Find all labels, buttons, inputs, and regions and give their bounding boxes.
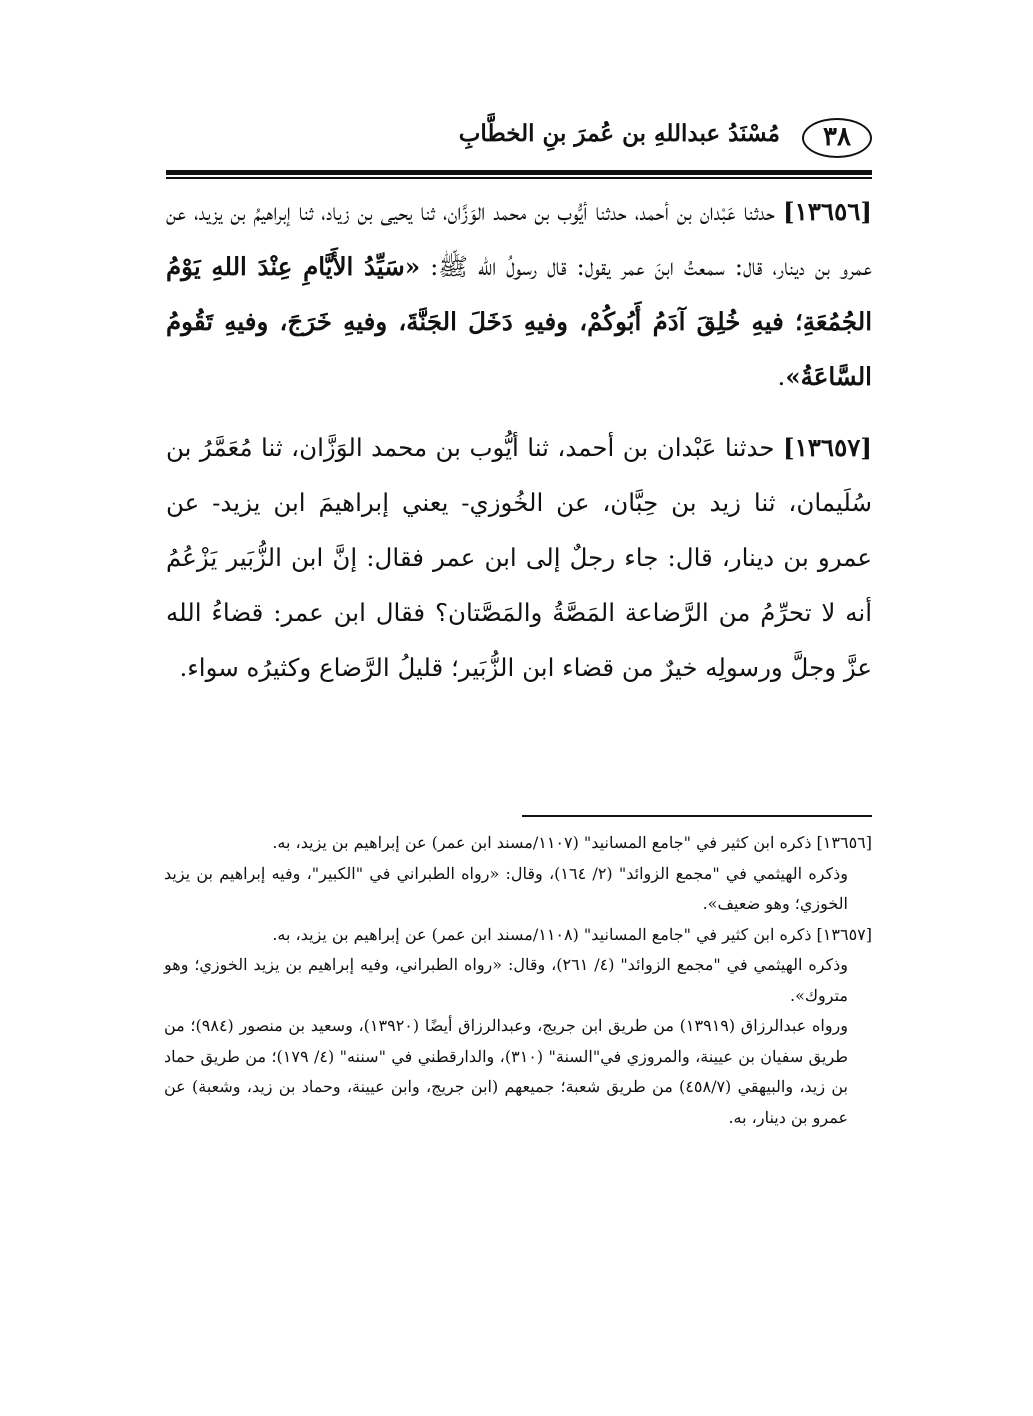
- hadith-matn: «سَيِّدُ الأَيَّامِ عِنْدَ اللهِ يَوْمُ الجُمُعَةِ؛ فيهِ خُلِقَ آدَمُ أَبُوكُمْ، وفيهِ دَخَلَ الجَنَّةَ، وفيهِ خَرَجَ، وفيهِ تَقُومُ السَّاعَةُ»: [166, 252, 872, 391]
- footnote-text: ذكره ابن كثير في "جامع المسانيد" (١١٠٨/مسند ابن عمر) عن إبراهيم بن يزيد، به.: [272, 924, 817, 944]
- header-rule-thick: [166, 170, 872, 175]
- footnote-number: [١٣٦٥٧]: [816, 924, 872, 944]
- hadith-text: حدثنا عَبْدان بن أحمد، ثنا أيُّوب بن محمد الوَزَّان، ثنا مُعَمَّرُ بن سُلَيمان، ثنا زيد بن حِبَّان، عن الخُوزي- يعني إبراهيمَ ابن يزيد- عن عمرو بن دينار، قال: جاء رجلٌ إلى ابن عمر فقال: إنَّ ابن الزُّبَير يَزْعُمُ أنه لا تحرِّمُ من الرَّضاعة المَصَّةُ والمَصَّتان؟ فقال ابن عمر: قضاءُ الله عزَّ وجلَّ ورسولِه خيرٌ من قضاء ابن الزُّبَير؛ قليلُ الرَّضاع وكثيرُه سواء.: [166, 433, 872, 682]
- main-text: [166, 184, 872, 695]
- hadith-paragraph-13657: [166, 420, 872, 695]
- page-number: ٣٨: [823, 122, 851, 152]
- footnote: [164, 920, 872, 951]
- footnote-number: [١٣٦٥٦]: [816, 833, 872, 852]
- footnote: وذكره الهيثمي في "مجمع الزوائد" (٤/ ٢٦١)، وقال: «رواه الطبراني، وفيه إبراهيم بن يزيد الخوزي؛ وهو متروك».: [164, 955, 849, 1005]
- header-rule-thin: [166, 177, 872, 179]
- hadith-paragraph-13656: [166, 184, 872, 404]
- page-header: [166, 108, 872, 168]
- isnad-text: حدثنا عَبْدان بن أحمد، حدثنا أيُّوب بن محمد الوَزَّان، ثنا يحيى بن زياد، ثنا إبراهيمُ بن يزيد، عن عمرو بن دينار، قال: سمعتُ ابنَ عمر يقول: قال رسولُ الله ﷺ:: [166, 197, 873, 281]
- page-number-badge: [802, 118, 872, 158]
- hadith-number: [١٣٦٥٧]: [783, 433, 872, 462]
- running-title: مُسْنَدُ عبداللهِ بن عُمرَ بنِ الخطَّابِ: [458, 120, 780, 147]
- footnotes: [164, 828, 872, 1133]
- footnote: [164, 828, 872, 859]
- footnote-text: ذكره ابن كثير في "جامع المسانيد" (١١٠٧/مسند ابن عمر) عن إبراهيم بن يزيد، به.: [272, 833, 817, 852]
- footnote: ورواه عبدالرزاق (١٣٩١٩) من طريق ابن جريج، وعبدالرزاق أيضًا (١٣٩٢٠)، وسعيد بن منصور (٩٨٤)؛ من طريق سفيان بن عيينة، والمروزي في"السنة" (٣١٠)، والدارقطني في "سننه" (٤/ ١٧٩)؛ من طريق حماد بن زيد، والبيهقي (٤٥٨/٧) من طريق شعبة؛ جميعهم (ابن جريج، وابن عيينة، وحماد بن زيد، وشعبة) عن عمرو بن دينار، به.: [164, 1016, 849, 1127]
- footnote: وذكره الهيثمي في "مجمع الزوائد" (٢/ ١٦٤)، وقال: «رواه الطبراني في "الكبير"، وفيه إبراهيم بن يزيد الخوزي؛ وهو ضعيف».: [164, 863, 849, 913]
- footnote-separator: [522, 815, 872, 817]
- hadith-number: [١٣٦٥٦]: [783, 197, 872, 226]
- paragraph-end: .: [777, 362, 786, 391]
